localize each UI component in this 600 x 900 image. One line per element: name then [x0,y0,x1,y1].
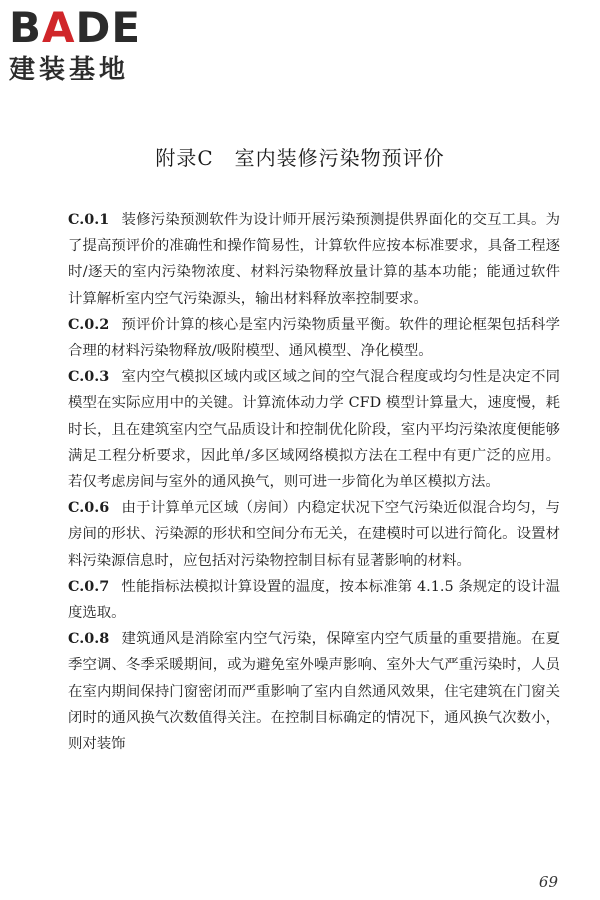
clause-text: 装修污染预测软件为设计师开展污染预测提供界面化的交互工具。为了提高预评价的准确性和操作简易性，计算软件应按本标准要求，具备工程逐时/逐天的室内污染物浓度、材料污染物释放量计算的基本功能；能通过软件计算解析室内空气污染源头，输出材料释放率控制要求。 [68,212,560,307]
clause-c06 [68,495,560,574]
clause-c01 [68,207,560,312]
clause-c08 [68,626,560,757]
clause-text: 性能指标法模拟计算设置的温度，按本标准第 4.1.5 条规定的设计温度选取。 [68,578,560,622]
appendix-title: 附录C 室内装修污染物预评价 [155,146,445,170]
clause-text: 室内空气模拟区域内或区域之间的空气混合程度或均匀性是决定不同模型在实际应用中的关键。计算流体动力学 CFD 模型计算量大，速度慢，耗时长，且在建筑室内空气品质设计和控制优化阶段，室内平均污染浓度便能够满足工程分析要求，因此单/多区域网络模拟方法在工程中有更广泛的应用。若仅考虑房间与室外的通风换气，则可进一步简化为单区模拟方法。 [68,369,560,491]
logo-wordmark: BADE [9,3,142,52]
clause-text: 建筑通风是消除室内空气污染，保障室内空气质量的重要措施。在夏季空调、冬季采暖期间，或为避免室外噪声影响、室外大气严重污染时，人员在室内期间保持门窗密闭而严重影响了室内自然通风效果，住宅建筑在门窗关闭时的通风换气次数值得关注。在控制目标确定的情况下，通风换气次数小，则对装饰 [68,631,560,753]
page-number: 69 [538,873,558,891]
clause-number: C.0.7 [68,577,110,595]
appendix-body [68,207,560,757]
clause-number: C.0.6 [68,499,110,517]
clause-c02 [68,312,560,364]
logo-accent-letter: A [42,3,76,52]
clause-c03 [68,364,560,495]
logo-subtitle: 建装基地 [9,55,130,85]
clause-number: C.0.1 [68,211,110,228]
clause-text: 由于计算单元区域（房间）内稳定状况下空气污染近似混合均匀，与房间的形状、污染源的形状和空间分布无关，在建模时可以进行简化。设置材料污染源信息时，应包括对污染物控制目标有显著影响的材料。 [68,500,560,569]
clause-number: C.0.8 [68,630,110,648]
brand-logo [9,3,179,90]
clause-c07 [68,574,560,626]
clause-number: C.0.2 [68,315,110,333]
clause-text: 预评价计算的核心是室内污染物质量平衡。软件的理论框架包括科学合理的材料污染物释放/吸附模型、通风模型、净化模型。 [68,316,560,360]
clause-number: C.0.3 [68,368,110,386]
